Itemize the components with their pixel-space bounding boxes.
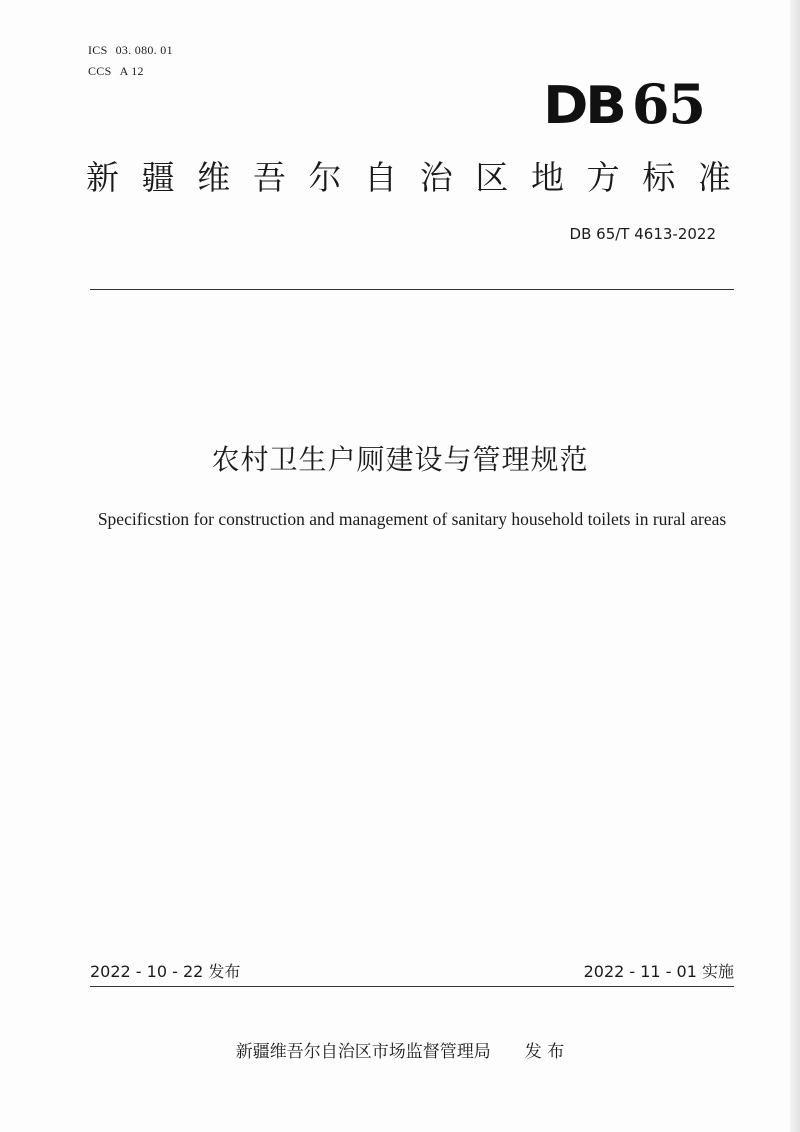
bottom-divider: [90, 986, 734, 987]
standard-number: DB 65/T 4613-2022: [569, 225, 716, 243]
top-divider: [90, 289, 734, 290]
title-english: Specificstion for construction and management of sanitary household toilets in rural areas: [97, 509, 727, 529]
scan-edge: [790, 0, 800, 1132]
standard-type-heading: 新 疆 维 吾 尔 自 治 区 地 方 标 准: [86, 158, 731, 197]
title-chinese: 农村卫生户厕建设与管理规范: [211, 443, 589, 476]
ccs-code: CCS A 12: [88, 64, 144, 78]
ics-code: ICS 03. 080. 01: [88, 43, 173, 57]
publisher-name: 新疆维吾尔自治区市场监督管理局: [235, 1042, 491, 1062]
implementation-date: 2022 - 11 - 01 实施: [583, 962, 734, 981]
classification-codes: [88, 40, 173, 82]
logo-number: 65: [631, 72, 705, 136]
publish-action: 发 布: [524, 1042, 565, 1062]
issue-date: 2022 - 10 - 22 发布: [90, 962, 241, 981]
db65-logo: [545, 74, 705, 136]
logo-letters: DB: [543, 76, 624, 136]
publisher-line: [0, 1040, 800, 1064]
